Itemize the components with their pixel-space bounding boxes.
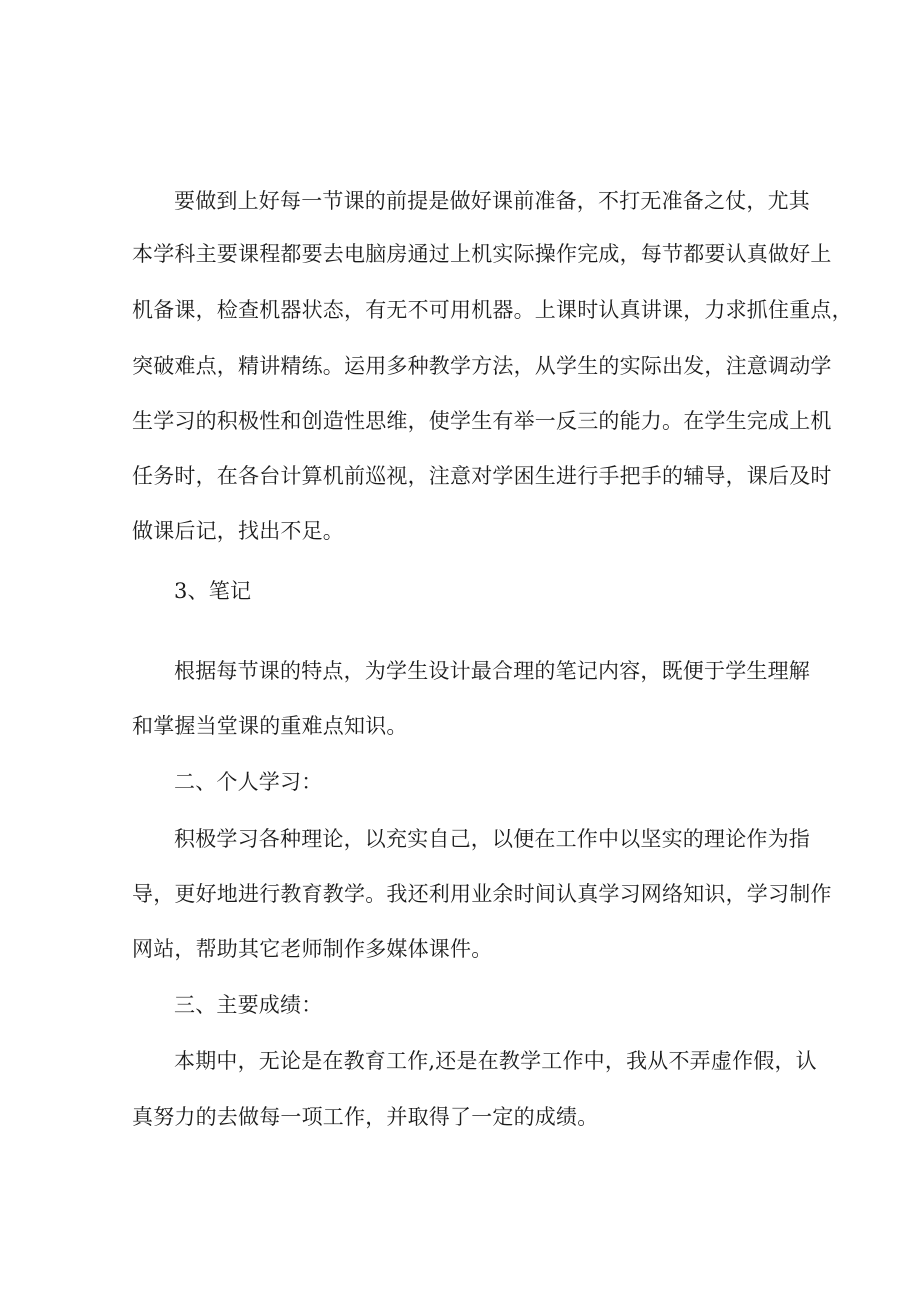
paragraph-prep-line-4: 突破难点，精讲精练。运用多种教学方法，从学生的实际出发，注意调动学 — [132, 354, 832, 378]
paragraph-notes-line-1: 根据每节课的特点，为学生设计最合理的笔记内容，既便于学生理解 — [174, 659, 810, 683]
paragraph-study-line-3: 网站，帮助其它老师制作多媒体课件。 — [132, 937, 493, 961]
paragraph-results-line-2: 真努力的去做每一项工作，并取得了一定的成绩。 — [132, 1105, 599, 1129]
paragraph-notes-line-2: 和掌握当堂课的重难点知识。 — [132, 714, 408, 738]
paragraph-prep-line-1: 要做到上好每一节课的前提是做好课前准备，不打无准备之仗，尤其 — [174, 189, 810, 213]
paragraph-study-line-2: 导，更好地进行教育教学。我还利用业余时间认真学习网络知识，学习制作 — [132, 882, 832, 906]
paragraph-prep-line-6: 任务时，在各台计算机前巡视，注意对学困生进行手把手的辅导，课后及时 — [132, 464, 832, 488]
heading-personal-study: 二、个人学习： — [174, 770, 323, 794]
paragraph-prep-line-7: 做课后记，找出不足。 — [132, 519, 344, 543]
paragraph-prep-line-2: 本学科主要课程都要去电脑房通过上机实际操作完成，每节都要认真做好上 — [132, 242, 832, 266]
paragraph-results-line-1: 本期中，无论是在教育工作,还是在教学工作中，我从不弄虚作假，认 — [174, 1049, 817, 1073]
heading-notes: 3、笔记 — [174, 579, 252, 603]
paragraph-study-line-1: 积极学习各种理论，以充实自己，以便在工作中以坚实的理论作为指 — [174, 827, 810, 851]
paragraph-prep-line-5: 生学习的积极性和创造性思维，使学生有举一反三的能力。在学生完成上机 — [132, 409, 832, 433]
heading-main-results: 三、主要成绩： — [174, 993, 323, 1017]
paragraph-prep-line-3: 机备课，检查机器状态，有无不可用机器。上课时认真讲课，力求抓住重点， — [132, 298, 853, 322]
